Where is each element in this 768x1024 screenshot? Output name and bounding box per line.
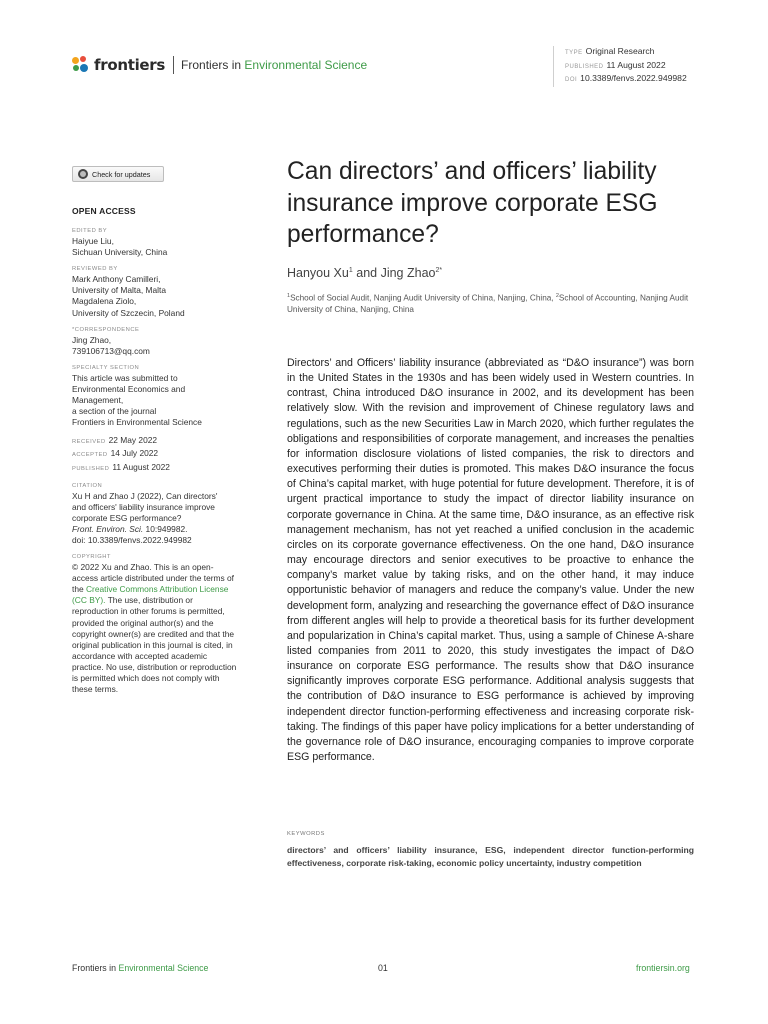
author-name[interactable]: Jing Zhao — [380, 266, 436, 280]
sidebar — [72, 206, 237, 695]
reviewer-name: Magdalena Ziolo, — [72, 296, 137, 307]
article-title: Can directors’ and officers’ liability insurance improve corporate ESG performance? — [287, 158, 658, 248]
affil-sup: 2 — [555, 293, 559, 299]
type-value: Original Research — [585, 46, 655, 56]
article-meta — [553, 46, 687, 87]
specialty-line: Management, — [72, 395, 124, 406]
citation-label: CITATION — [72, 482, 103, 489]
specialty-section-label: SPECIALTY SECTION — [72, 364, 140, 371]
correspondence-name: Jing Zhao, — [72, 334, 112, 345]
correspondence-label: *CORRESPONDENCE — [72, 326, 140, 333]
check-updates-label: Check for updates — [92, 169, 151, 179]
specialty-line: This article was submitted to — [72, 372, 178, 383]
open-access-label: OPEN ACCESS — [72, 206, 136, 216]
reviewer-name: Mark Anthony Camilleri, — [72, 274, 161, 285]
accepted-label: ACCEPTED — [72, 452, 108, 459]
author-name[interactable]: Hanyou Xu — [287, 266, 349, 280]
copyright-label: COPYRIGHT — [72, 554, 111, 561]
doi-label: DOI — [565, 77, 578, 83]
doi-value[interactable]: 10.3389/fenvs.2022.949982 — [580, 73, 687, 83]
received-date — [72, 435, 237, 448]
published-label: PUBLISHED — [72, 465, 110, 472]
frontiers-logo-icon — [72, 56, 90, 74]
specialty-line: a section of the journal — [72, 406, 157, 417]
journal-title: Environmental Science — [244, 58, 368, 72]
published-value: 11 August 2022 — [112, 461, 170, 472]
footer-site-link[interactable]: frontiersin.org — [636, 963, 690, 973]
affiliation: School of Accounting, Nanjing Audit University of China, Nanjing, China — [287, 293, 689, 314]
published-date — [72, 462, 237, 475]
reviewer-affiliation: University of Malta, Malta — [72, 285, 167, 296]
article-doi[interactable] — [565, 73, 687, 87]
abstract: Directors’ and Officers’ liability insurance (abbreviated as “D&O insurance”) was born in the United States in the 1930s and has been widely used in Western countries. In contrast, China introduced D&O insurance in 2002, and its development has been relatively slow. With the revision and improvement of Chinese regulatory laws and regulations, such as the new Securities Law in March 2020, which further regulates the obligations and responsibilities of corporate management, and increases the penalties for information disclosure violations of listed companies, the risk to directors and executives performing their duties is promoted. This makes D&O insurance the focus of China’s capital market, with huge potential for future development. Therefore, it is of urgent practical importance to study the impact of director liability insurance on corporate governance in China. At the same time, D&O insurance, as an effective risk management mechanism, has not yet reached a unified conclusion in the academic circles on its corporate governance effectiveness. On the one hand, D&O insurance may encourage directors and senior executives to be proactive to enhance the company’s market value by taking risks, and on the other hand, it may induce opportunistic behavior of managers and reduce the company’s value. Under the new development form, analyzing and researching the governance effect of D&O insurance from different angles will help to provide a theoretical basis for its further development and popularization in China’s capital market. Thus, using a sample of Chinese A-share listed companies from 2011 to 2020, this study investigates the impact of D&O insurance on corporate ESG performance. The results show that D&O insurance significantly improves corporate ESG performance. Additional analysis suggests that the contribution of D&O insurance to ESG performance is achieved by improving independent director function-performing effectiveness and increasing corporate risk-taking. The findings of this paper have policy implications for a better understanding of the governance role of D&O insurance, encouraging companies to improve corporate ESG performance. — [287, 357, 694, 764]
citation-journal-line — [72, 524, 237, 535]
citation-journal: Front. Environ. Sci. — [72, 523, 144, 534]
keywords-label: KEYWORDS — [287, 831, 325, 837]
footer-journal-prefix: Frontiers in — [72, 963, 116, 973]
article-type — [565, 46, 687, 60]
copyright-pre: © 2022 Xu and Zhao. This is an open-access article distributed under the terms of the — [72, 562, 234, 595]
accepted-date — [72, 448, 237, 461]
journal-prefix: Frontiers in — [181, 58, 242, 72]
type-label: TYPE — [565, 50, 583, 56]
edited-by-label: EDITED BY — [72, 228, 108, 235]
received-value: 22 May 2022 — [108, 435, 158, 446]
journal-name — [181, 58, 367, 72]
footer-journal-name: Environmental Science — [118, 963, 209, 973]
correspondence-email[interactable]: 739106713@qq.com — [72, 345, 150, 356]
specialty-line: Frontiers in Environmental Science — [72, 417, 202, 428]
affiliation: School of Social Audit, Nanjing Audit University of China, Nanjing, China, — [290, 293, 556, 303]
received-label: RECEIVED — [72, 439, 106, 446]
citation-line: corporate ESG performance? — [72, 512, 182, 523]
reviewed-by-label: REVIEWED BY — [72, 266, 118, 273]
affil-sup: 1 — [287, 293, 291, 299]
keywords: directors’ and officers’ liability insurance, ESG, independent director function-performing effectiveness, corporate risk-taking, economic policy uncertainty, industry competition — [287, 845, 694, 868]
author-conjunction: and — [352, 266, 381, 280]
editor-name: Haiyue Liu, — [72, 236, 114, 247]
article-published — [565, 60, 687, 74]
author-sup: 2* — [435, 266, 443, 274]
cc-by-link[interactable]: Creative Commons Attribution License (CC BY). — [72, 584, 229, 606]
editor-affiliation: Sichuan University, China — [72, 247, 168, 258]
citation-line: and officers' liability insurance improve — [72, 501, 215, 512]
page-number: 01 — [378, 963, 388, 973]
article-authors — [287, 266, 442, 280]
citation-volume: 10:949982. — [145, 523, 188, 534]
header-divider — [173, 56, 174, 74]
frontiers-brand: frontiers — [94, 56, 166, 74]
frontiers-header-logo[interactable] — [72, 56, 367, 74]
check-for-updates-button[interactable] — [72, 166, 164, 182]
author-sup: 1 — [348, 266, 353, 274]
copyright-text — [72, 562, 237, 695]
published-label: PUBLISHED — [565, 63, 604, 70]
citation-line: Xu H and Zhao J (2022), Can directors' — [72, 490, 218, 501]
accepted-value: 14 July 2022 — [110, 448, 159, 459]
footer-journal — [72, 963, 208, 973]
crossmark-icon — [78, 169, 88, 179]
citation-doi[interactable]: doi: 10.3389/fenvs.2022.949982 — [72, 534, 192, 545]
affiliations — [287, 291, 697, 315]
specialty-line: Environmental Economics and — [72, 383, 186, 394]
published-value: 11 August 2022 — [606, 59, 666, 70]
copyright-post: The use, distribution or reproduction in other forums is permitted, provided the original author(s) and the copyright owner(s) are credited and that the original publication in this journal is cited, in accordance with accepted academic practice. No use, distribution or reproduction is permitted which does not comply with these terms. — [72, 595, 237, 695]
reviewer-affiliation: University of Szczecin, Poland — [72, 307, 185, 318]
